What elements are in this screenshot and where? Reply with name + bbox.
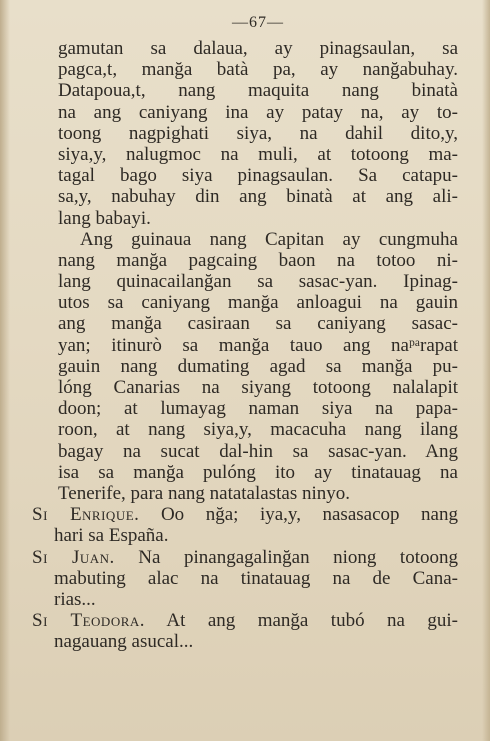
speech-text: At ang manğa tubó na gui- [166, 610, 458, 632]
text-line: Tenerife, para nang natatalastas ninyo. [58, 482, 350, 504]
paragraph-1 [58, 38, 458, 229]
text-line [32, 504, 458, 525]
text-line: ang manğa casiraan sa caniyang sasac- [58, 313, 458, 335]
page-edge-shadow-left [0, 0, 10, 741]
dialogue-enrique [32, 504, 458, 547]
speech-text: Na pinangagalinğan niong totoong [138, 546, 458, 568]
text-line: na ang caniyang ina ay patay na, ay to- [58, 101, 458, 123]
text-line: bagay na sucat dal-hin sa sasac-yan. Ang [58, 440, 458, 462]
text-line: tagal bago siya pinagsaulan. Sa catapu- [58, 165, 458, 187]
text-line: lang quinacailanğan sa sasac-yan. Ipinag- [58, 271, 458, 293]
text-line: roon, at nang siya,y, macacuha nang ilang [58, 419, 458, 441]
text-line: sa,y, nabuhay din ang binatà at ang ali- [58, 186, 458, 208]
text-line: siya,y, nalugmoc na muli, at totoong ma- [58, 143, 458, 165]
text-line: nang manğa pagcaing baon na totoo ni- [58, 249, 458, 271]
text-line [32, 547, 458, 568]
dialogue-juan [32, 546, 458, 611]
text-line: gamutan sa dalaua, ay pinagsaulan, sa [58, 38, 458, 59]
text-line: rias... [54, 588, 96, 610]
text-line: gauin nang dumating agad sa manğa pu- [58, 355, 458, 377]
speaker-name: Si Juan. [32, 546, 115, 568]
page-edge-shadow-right [482, 0, 490, 741]
text-line: isa sa manğa pulóng ito ay tinatauag na [58, 461, 458, 483]
text-line: doon; at lumayag naman siya na papa- [58, 398, 458, 420]
text-line: toong nagpighati siya, na dahil dito,y, [58, 122, 458, 144]
text-line: Ang guinaua nang Capitan ay cungmuha [80, 228, 458, 250]
paragraph-2 [58, 229, 458, 504]
speaker-name: Si Teodora. [32, 610, 146, 632]
text-line: nagauang asucal... [54, 631, 194, 653]
text-line: utos sa caniyang manğa anloagui na gauin [58, 292, 458, 314]
text-line: lang babayi. [58, 207, 151, 229]
dialogue-teodora [32, 610, 458, 653]
text-line: yan; itinurò sa manğa tauo ang naᵖᵃrapat [58, 334, 458, 356]
text-line: mabuting alac na tinatauag na de Cana- [54, 567, 458, 589]
speech-text: Oo nğa; iya,y, nasasacop nang [160, 504, 458, 526]
text-line: pagca,t, manğa batà pa, ay nanğabuhay. [58, 59, 458, 81]
text-line: Datapoua,t, nang maquita nang binatà [58, 80, 458, 102]
page-text [32, 12, 458, 653]
text-line: lóng Canarias na siyang totoong nalalapit [58, 377, 458, 398]
text-line: hari sa España. [54, 525, 169, 547]
speaker-name: Si Enrique. [32, 504, 140, 526]
text-line [32, 610, 458, 631]
page-number: —67— [232, 14, 284, 31]
